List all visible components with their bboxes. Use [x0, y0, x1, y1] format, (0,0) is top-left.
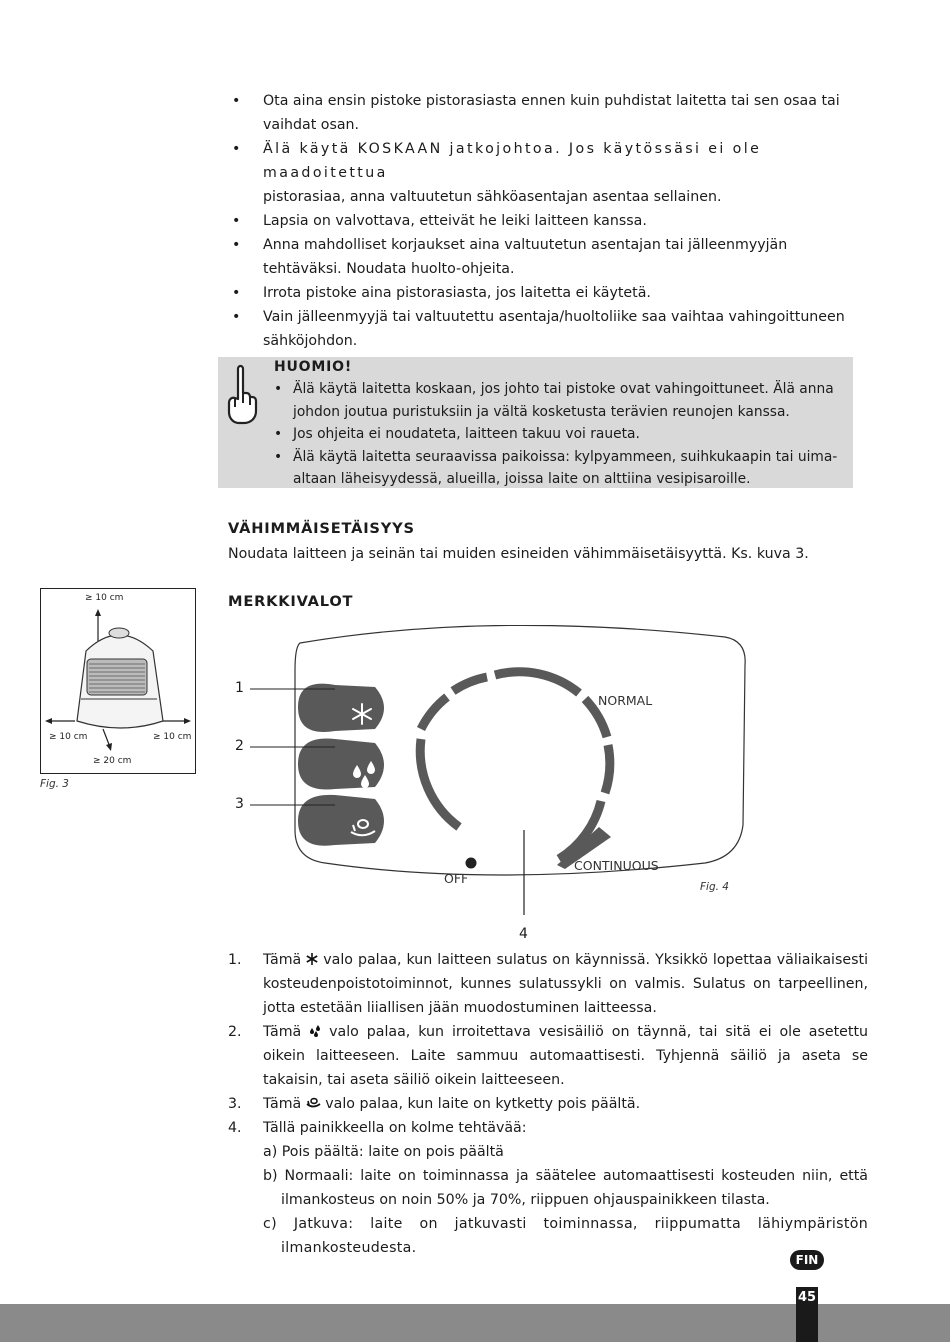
fig3-caption: Fig. 3: [40, 778, 69, 790]
pointing-hand-icon: [224, 363, 260, 427]
water-drops-icon: [309, 1024, 321, 1037]
power-cycle-icon: [306, 1097, 321, 1109]
list-item-text: Tämä: [263, 952, 302, 968]
indicator-pad-tank-full: [298, 739, 384, 790]
list-item: [228, 948, 868, 1020]
list-item-text: valo palaa, kun laite on kytketty pois päältä.: [325, 1096, 641, 1112]
fig3-frame: [40, 588, 196, 774]
fig3-top-label: ≥ 10 cm: [85, 593, 124, 603]
list-item-text: Älä käytä laitetta koskaan, jos johto tai pistoke ovat vahingoittuneet. Älä anna johdon joutua puristuksiin ja vältä kosketusta terävien reunojen kanssa.: [293, 381, 834, 420]
list-item-text: Ota aina ensin pistoke pistorasiasta ennen kuin puhdistat laitetta tai sen osaa tai vaihdat osan.: [263, 93, 840, 133]
indicator-description-list: [228, 948, 868, 1140]
safety-bullet-list: [228, 89, 868, 353]
callout-3: 3: [235, 796, 244, 812]
snowflake-icon: [306, 953, 318, 965]
list-item-text: pistorasiaa, anna valtuutetun sähköasentajan asentaa sellainen.: [263, 189, 722, 205]
list-item-text: Älä käytä laitetta seuraavissa paikoissa: kylpyammeen, suihkukaapin tai uima-altaan läheisyydessä, alueilla, joissa laite on alttiina vesipisaroille.: [293, 448, 838, 487]
list-item-text: Lapsia on valvottava, etteivät he leiki laitteen kanssa.: [263, 213, 647, 229]
list-item-text: Anna mahdolliset korjaukset aina valtuutetun asentajan tai jälleenmyyjän tehtäväksi. Noudata huolto-ohjeita.: [263, 237, 788, 277]
list-item-text: Tällä painikkeella on kolme tehtävää:: [263, 1120, 527, 1136]
list-item: a) Pois päältä: laite on pois päältä: [263, 1144, 504, 1160]
sub-item-list: [228, 1140, 868, 1260]
list-number: 4.: [228, 1120, 242, 1136]
list-item: c) Jatkuva: laite on jatkuvasti toiminnassa, riippumatta lähiympäristön ilmankosteudesta.: [263, 1216, 868, 1256]
dial-continuous-label: CONTINUOUS: [574, 858, 659, 873]
min-distance-text: Noudata laitteen ja seinän tai muiden esineiden vähimmäisetäisyyttä. Ks. kuva 3.: [228, 546, 809, 562]
list-item: [228, 281, 868, 305]
list-item-text: valo palaa, kun laitteen sulatus on käynnissä. Yksikkö lopettaa väliaikaisesti kosteudenpoistotoiminnot, kunnes sulatussykli on valmis. Sulatus on tarpeellinen, jotta estetään liiallisen jään muodostuminen laitteessa.: [263, 952, 869, 1016]
callout-2: 2: [235, 738, 244, 754]
list-item: [228, 209, 868, 233]
list-item-text: Irrota pistoke aina pistorasiasta, jos laitetta ei käytetä.: [263, 285, 651, 301]
callout-1: 1: [235, 680, 244, 696]
note-title: HUOMIO!: [274, 359, 353, 375]
list-item-text: Jos ohjeita ei noudateta, laitteen takuu voi raueta.: [293, 426, 640, 442]
min-distance-heading: VÄHIMMÄISETÄISYYS: [228, 520, 415, 537]
indicators-heading: MERKKIVALOT: [228, 593, 354, 610]
list-item-text: Vain jälleenmyyjä tai valtuutettu asentaja/huoltoliike saa vaihtaa vahingoittuneen sähköjohdon.: [263, 309, 845, 349]
fig4-caption: Fig. 4: [700, 881, 729, 893]
indicator-pad-defrost: [298, 684, 384, 732]
language-badge: FIN: [790, 1250, 824, 1270]
note-list: [274, 378, 844, 491]
list-item: [228, 305, 868, 353]
fig3-right-label: ≥ 10 cm: [153, 732, 192, 742]
list-number: 2.: [228, 1024, 242, 1040]
list-item: [228, 233, 868, 281]
dial-off-label: OFF: [444, 871, 469, 886]
list-number: 3.: [228, 1096, 242, 1112]
list-item: [228, 1020, 868, 1092]
list-item: [228, 1116, 868, 1140]
list-item: [228, 1092, 868, 1116]
control-panel-diagram: [225, 625, 755, 945]
indicator-pad-power: [298, 795, 384, 846]
callout-4: 4: [519, 926, 528, 942]
list-item-text: • Älä käytä KOSKAAN jatkojohtoa. Jos käytössäsi ei ole maadoitettua: [263, 141, 762, 181]
page-number: 45: [796, 1287, 818, 1342]
list-item: [274, 378, 844, 423]
dial-normal-label: NORMAL: [598, 693, 653, 708]
list-item-text: Tämä: [263, 1024, 302, 1040]
list-item: b) Normaali: laite on toiminnassa ja säätelee automaattisesti kosteuden niin, että ilmankosteus on noin 50% ja 70%, riippuen ohjauspainikkeen tilasta.: [263, 1168, 868, 1208]
warning-note-box: [218, 357, 853, 488]
list-item: [274, 446, 844, 491]
list-item-text: Tämä: [263, 1096, 302, 1112]
fig3-bottom-label: ≥ 20 cm: [93, 756, 132, 766]
list-item: [274, 423, 844, 446]
list-item-text: valo palaa, kun irroitettava vesisäiliö on täynnä, tai sitä ei ole asetettu oikein laitteeseen. Laite sammuu automaattisesti. Tyhjennä säiliö ja aseta se takaisin, tai aseta säiliö oikein laitteeseen.: [263, 1024, 868, 1088]
list-item: [228, 137, 868, 209]
list-number: 1.: [228, 952, 242, 968]
list-item: [228, 89, 868, 137]
dehumidifier-clearance-diagram: [41, 589, 195, 773]
fig3-left-label: ≥ 10 cm: [49, 732, 88, 742]
